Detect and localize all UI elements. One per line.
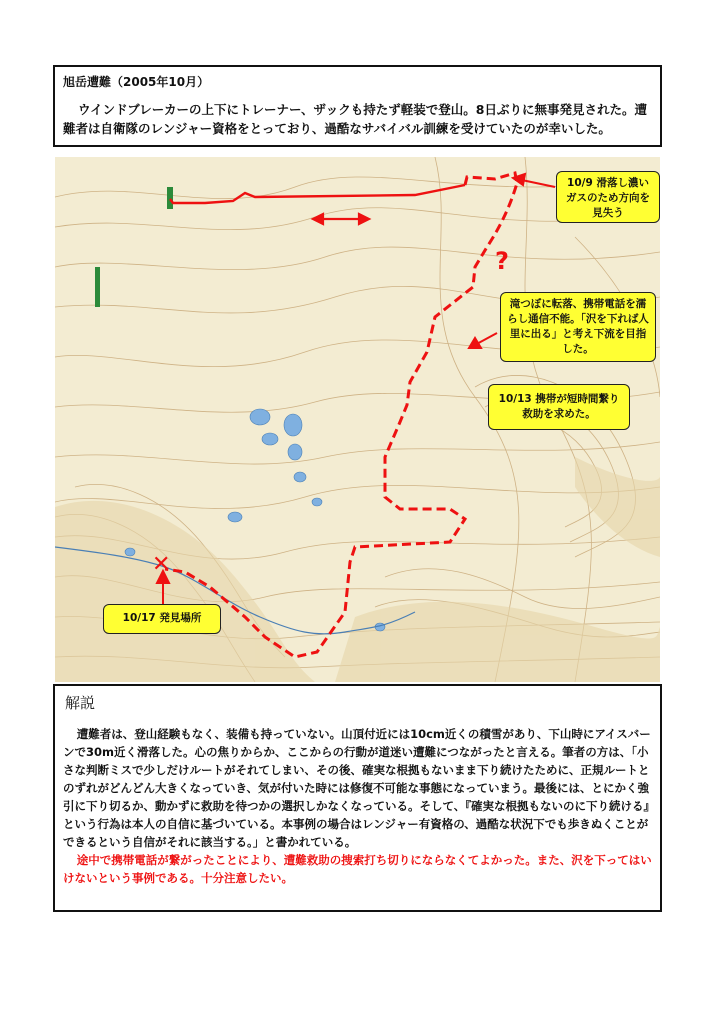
commentary-note: 途中で携帯電話が繋がったことにより、遭難救助の捜索打ち切りにならなくてよかった。また、沢を下ってはいけないという事例である。十分注意したい。 xyxy=(63,853,652,885)
commentary-box xyxy=(53,684,662,912)
callout-phone-oct13: 10/13 携帯が短時間繋り救助を求めた。 xyxy=(488,384,630,430)
commentary-heading: 解説 xyxy=(65,694,96,712)
direction-arrow xyxy=(313,214,369,224)
callout-found-oct17: 10/17 発見場所 xyxy=(103,604,221,634)
callout-fall-oct9: 10/9 滑落し濃いガスのため方向を見失う xyxy=(556,171,660,223)
question-mark: ? xyxy=(495,247,509,275)
callout-waterfall: 滝つぼに転落、携帯電話を濡らし通信不能。「沢を下れば人里に出る」と考え下流を目指した。 xyxy=(500,292,656,362)
incident-title: 旭岳遭難（2005年10月） xyxy=(63,75,210,89)
found-location-cross-icon: ✕ xyxy=(152,552,171,577)
commentary-body: 遭難者は、登山経験もなく、装備も持っていない。山頂付近には10cm近くの積雪があり、下山時にアイスバーンで30m近く滑落した。心の焦りからか、ここからの行動が道迷い遭難につながったと言える。筆者の方は、「小さな判断ミスで少しだけルートがそれてしまい、その後、確実な根拠もないまま下り続けたために、正規ルートとのずれがどんどん大きくなっていき、気が付いた時には修復不可能な事態になっていまう。最後には、とにかく強引に下り切るか、動かずに救助を待つかの選択しかなくなっている。そして、『確実な根拠もないのに下り続ける』という行為は本人の自信に基づいている。本事例の場合はレンジャー有資格の、過酷な状況下でも歩きぬくことができるという自信がそれに該当する。」と書かれている。 xyxy=(63,727,651,849)
incident-summary: ウインドブレーカーの上下にトレーナー、ザックも持たず軽装で登山。8日ぶりに無事発見された。遭難者は自衛隊のレンジャー資格をとっており、過酷なサバイバル訓練を受けていたのが幸いした。 xyxy=(63,102,647,136)
steep-slope-areas xyxy=(55,457,660,682)
map-green-labels xyxy=(95,187,173,307)
incident-header-box xyxy=(53,65,662,147)
normal-route-line xyxy=(170,185,465,203)
